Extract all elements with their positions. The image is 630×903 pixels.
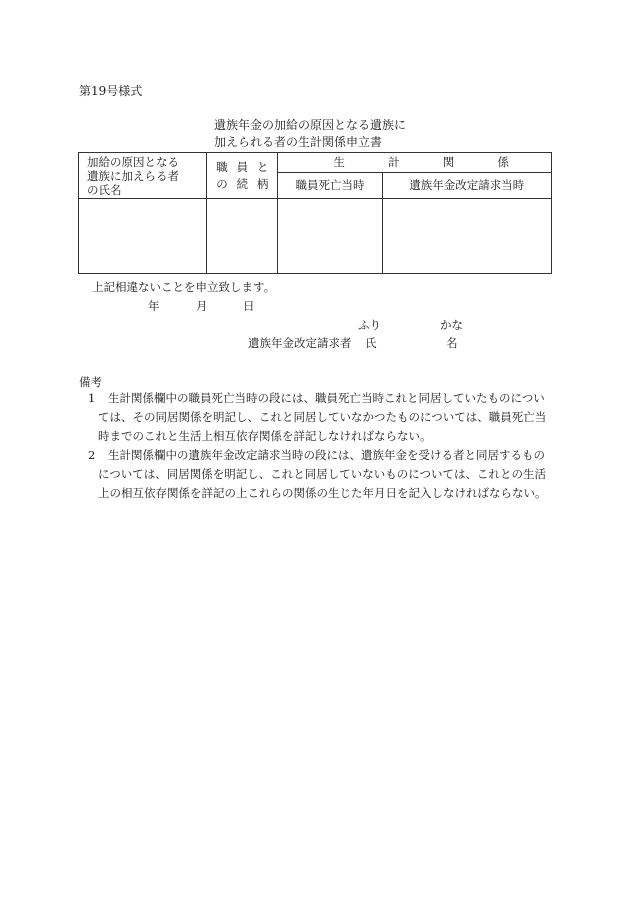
livelihood-table [78,152,552,274]
note-number: 2 [88,448,96,462]
input-dependent-name[interactable] [79,199,207,274]
note-line: 生計関係欄中の職員死亡当時の段には、職員死亡当時これと同居していたものについ [108,391,545,405]
header-livelihood [278,153,552,173]
note-line: については、同居関係を明記し、これと同居していないものについては、これとの生活 [98,466,547,481]
header-at-revision: 遺族年金改定請求当時 [382,173,551,199]
furigana-label-kana: かな [440,318,463,332]
note-item [88,446,552,502]
date-day-label: 日 [243,299,255,313]
header-relationship [207,153,278,199]
name-label-shi: 氏 [365,336,377,350]
header-livelihood-char: 関 [442,154,455,169]
header-livelihood-char: 計 [388,154,400,169]
title-line-1: 遺族年金の加給の原因となる遺族に [214,118,407,132]
header-name-line-1: 加給の原因となる [87,154,179,169]
header-name-line-2: 遺族に加えらる者 [87,168,179,183]
note-line: 上の相互依存関係を詳記の上これらの関係の生じた年月日を記入しなければならない。 [98,485,547,500]
note-number: 1 [88,391,96,405]
note-line: 時までのこれと生活上相互依存関係を詳記しなければならない。 [98,428,432,443]
furigana-label-furi: ふり [358,318,381,332]
claimant-label: 遺族年金改定請求者 [248,336,352,350]
header-rel-char: 職 [216,159,228,174]
note-line: ては、その同居関係を明記し、これと同居していなかつたものについては、職員死亡当 [98,409,547,424]
input-at-revision[interactable] [382,199,551,274]
header-at-death: 職員死亡当時 [278,173,382,199]
header-name-line-3: の氏名 [87,182,122,197]
header-rel-char: と [256,159,269,174]
header-livelihood-char: 生 [333,154,345,169]
input-relationship[interactable] [207,199,278,274]
document-title [214,117,406,151]
header-rel-char: の [216,176,228,191]
notes-title: 備考 [79,375,102,389]
header-dependent-name [79,153,207,199]
header-rel-char: 柄 [256,176,269,191]
header-livelihood-char: 係 [497,154,509,169]
title-line-2: 加えられる者の生計関係申立書 [214,135,383,149]
input-at-death[interactable] [278,199,382,274]
date-year-label: 年 [148,299,160,313]
header-rel-char: 員 [236,159,249,174]
header-rel-char: 続 [236,176,249,191]
declaration-text: 上記相違ないことを申立致します。 [92,280,276,294]
name-label-mei: 名 [446,336,458,350]
note-line: 生計関係欄中の遺族年金改定請求当時の段には、遺族年金を受ける者と同居するもの [108,448,545,462]
note-item [88,389,552,445]
date-month-label: 月 [196,299,208,313]
form-number: 第19号様式 [79,84,143,98]
